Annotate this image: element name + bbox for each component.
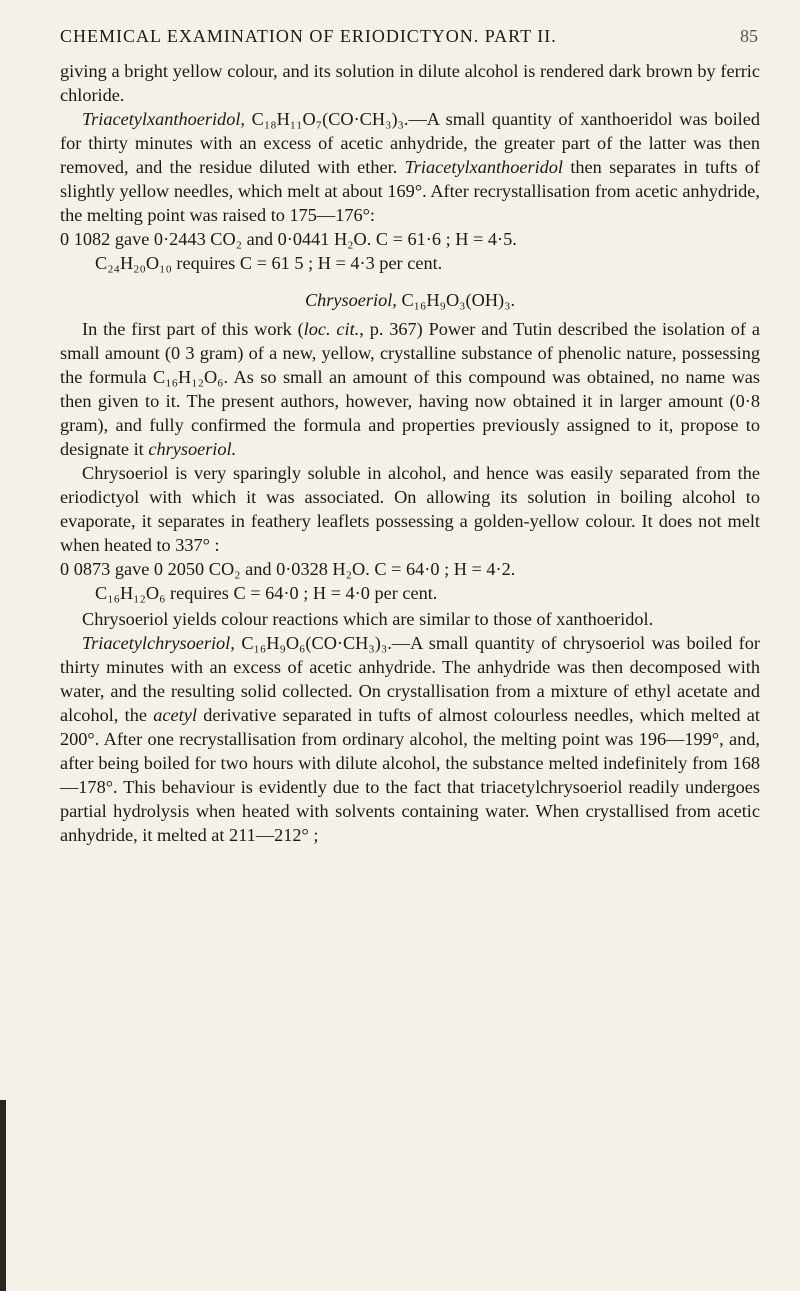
- heading-formula: C₁₆H₉O₃(OH)₃.: [401, 290, 516, 310]
- analysis-line: [60, 251, 760, 275]
- derivative-term: acetyl: [153, 705, 197, 725]
- analysis-requirement: C₁₆H₁₂O₆ requires C = 64·0 ; H = 4·0 per cent.: [95, 583, 438, 603]
- page-number: 85: [740, 26, 758, 46]
- running-title: CHEMICAL EXAMINATION OF ERIODICTYON. PART II.: [60, 26, 557, 46]
- paragraph-text: derivative separated in tufts of almost colourless needles, which melted at 200°. After one recrystallisation from ordinary alcohol, the melting point was 196—199°, and, after being boiled for two hours with dilute alcohol, the substance melted indefinitely from 168—178°. This behaviour is evidently due to the fact that triacetylchrysoeriol readily undergoes partial hydrolysis when heated with solvents containing water. When crystallised from acetic anhydride, it melted at 211—212° ;: [60, 705, 760, 845]
- analysis-line: [60, 227, 760, 251]
- paragraph-continued: giving a bright yellow colour, and its solution in dilute alcohol is rendered dark brown by ferric chloride.: [60, 61, 760, 105]
- paragraph-triacetylchrysoeriol: [60, 631, 760, 847]
- paragraph-text: , p. 367) Power and Tutin described the isolation of a small amount (0 3 gram) of a new, yellow, crystalline substance of phenolic nature, possessing the formula C₁₆H₁₂O₆. As so small an amount of this compound was obtained, no name was then given to it. The present authors, however, having now obtained it in larger amount (0·8 gram), and fully confirmed the formula and properties previously assigned to it, propose to designate it: [60, 319, 760, 459]
- analysis-requirement: C₂₄H₂₀O₁₀ requires C = 61 5 ; H = 4·3 per cent.: [95, 253, 443, 273]
- analysis-result: 0 0873 gave 0 2050 CO₂ and 0·0328 H₂O. C = 64·0 ; H = 4·2.: [60, 559, 516, 579]
- compound-name: Triacetylxanthoeridol,: [82, 109, 245, 129]
- paragraph-chrysoeriol-intro: [60, 317, 760, 461]
- page-edge-shadow: [0, 1100, 6, 1291]
- analysis-result: 0 1082 gave 0·2443 CO₂ and 0·0441 H₂O. C = 61·6 ; H = 4·5.: [60, 229, 517, 249]
- paragraph-triacetylxanthoeridol: [60, 107, 760, 227]
- compound-name: Triacetylchrysoeriol,: [82, 633, 235, 653]
- section-heading: [60, 288, 760, 312]
- analysis-line: [60, 557, 760, 581]
- paragraph-text: —A small quantity of chrysoeriol was boiled for thirty minutes with an excess of acetic anhydride. The anhydride was then decomposed with water, and the resulting solid collected. On crystallisation from a mixture of ethyl acetate and alcohol, the: [60, 633, 760, 725]
- compound-formula: C₁₈H₁₁O₇(CO·CH₃)₃.: [251, 109, 409, 129]
- analysis-line: [60, 581, 760, 605]
- paragraph-colour-reactions: Chrysoeriol yields colour reactions which are similar to those of xanthoeridol.: [82, 609, 654, 629]
- paragraph-text: —A small quantity of xanthoeridol was boiled for thirty minutes with an excess of acetic anhydride, the greater part of the latter was then removed, and the residue diluted with ether.: [60, 109, 760, 177]
- citation: loc. cit.: [303, 319, 360, 339]
- compound-name-inline: chrysoeriol.: [148, 439, 237, 459]
- running-header: [60, 26, 760, 47]
- heading-name: Chrysoeriol,: [304, 290, 397, 310]
- paragraph-chrysoeriol-properties: Chrysoeriol is very sparingly soluble in alcohol, and hence was easily separated from the eriodictyol with which it was associated. On allowing its solution in boiling alcohol to evaporate, it separates in feathery leaflets possessing a golden-yellow colour. It does not melt when heated to 337° :: [60, 463, 760, 555]
- compound-name-inline: Triacetylxanthoeridol: [404, 157, 564, 177]
- paragraph-text: In the first part of this work (: [82, 319, 304, 339]
- paragraph-text: then separates in tufts of slightly yellow needles, which melt at about 169°. After recrystallisation from acetic anhydride, the melting point was raised to 175—176°:: [60, 157, 760, 225]
- compound-formula: C₁₆H₉O₆(CO·CH₃)₃.: [241, 633, 392, 653]
